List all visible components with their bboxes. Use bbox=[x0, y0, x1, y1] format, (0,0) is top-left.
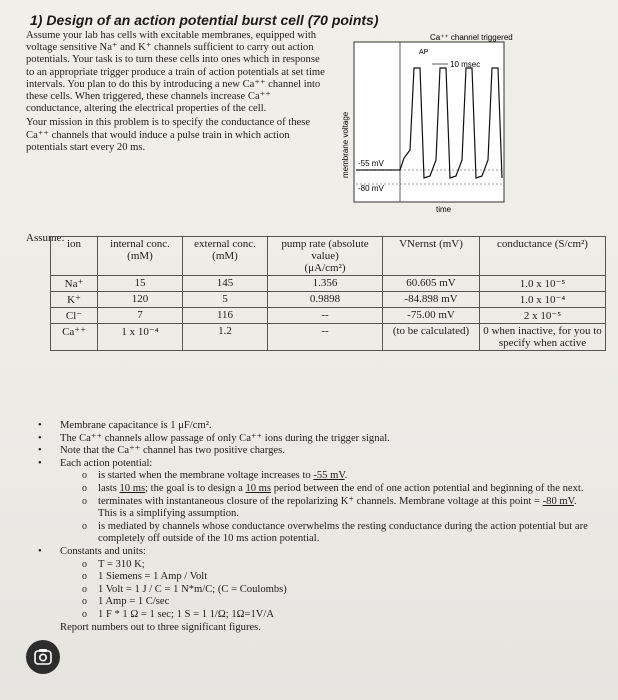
table-row bbox=[51, 308, 606, 324]
lens-button[interactable] bbox=[26, 640, 60, 674]
cell-conductance: 1.0 x 10⁻⁵ bbox=[480, 276, 606, 292]
interval-label: 10 msec bbox=[450, 60, 481, 69]
cell-ion: K⁺ bbox=[51, 292, 98, 308]
cell-nernst: (to be calculated) bbox=[383, 324, 480, 351]
list-item: • The Ca⁺⁺ channels allow passage of only Ca⁺⁺ ions during the trigger signal. bbox=[36, 433, 596, 446]
x-axis-label: time bbox=[436, 205, 452, 214]
cell-external: 116 bbox=[183, 308, 268, 324]
cell-internal: 1 x 10⁻⁴ bbox=[98, 324, 183, 351]
col-external: external conc. (mM) bbox=[183, 237, 268, 276]
threshold-label: -55 mV bbox=[358, 159, 384, 168]
list-item: • Note that the Ca⁺⁺ channel has two positive charges. bbox=[36, 445, 596, 458]
cell-internal: 7 bbox=[98, 308, 183, 324]
y-axis-label: membrane voltage bbox=[341, 111, 350, 178]
action-potential-figure bbox=[318, 28, 518, 218]
lens-icon bbox=[33, 647, 53, 667]
col-internal: internal conc. (mM) bbox=[98, 237, 183, 276]
sub-list-item: o 1 Amp = 1 C/sec bbox=[80, 596, 596, 609]
intro-paragraph-1: Assume your lab has cells with excitable membranes, equipped with voltage sensitive Na⁺ and K⁺ channels sufficient to carry out action potentials. Your task is to turn these cells into ones which in response to an appropriate trigger produce a train of action potentials at set time intervals. You plan to do this by introducing a new Ca⁺⁺ channel into these cells. When triggered, these channels increase Ca⁺⁺ conductance, altering the electrical properties of the cell. bbox=[26, 30, 325, 115]
ion-parameter-table bbox=[50, 236, 606, 351]
cell-nernst: 60.605 mV bbox=[383, 276, 480, 292]
constants-heading: Constants and units: bbox=[60, 545, 146, 557]
table-header-row bbox=[51, 237, 606, 276]
sub-list-item: o is started when the membrane voltage increases to -55 mV. bbox=[80, 470, 596, 483]
sub-list-item: o terminates with instantaneous closure of the repolarizing K⁺ channels. Membrane voltage at this point = -80 mV. This is a simplifying assumption. bbox=[80, 496, 596, 521]
cell-external: 145 bbox=[183, 276, 268, 292]
intro-paragraph-2: Your mission in this problem is to specify the conductance of these Ca⁺⁺ channels that would induce a pulse train in which action potentials start every 20 ms. bbox=[26, 117, 311, 153]
sub-list-item: o is mediated by channels whose conductance overwhelms the resting conductance during the action potential but are completely off outside of the 10 ms action potential. bbox=[80, 521, 596, 546]
list-item bbox=[36, 458, 596, 546]
intro-text bbox=[26, 30, 326, 156]
cell-pump: -- bbox=[268, 308, 383, 324]
cell-nernst: -84.898 mV bbox=[383, 292, 480, 308]
col-pump bbox=[268, 237, 383, 276]
pump-unit: (μA/cm²) bbox=[304, 262, 346, 274]
col-conductance: conductance (S/cm²) bbox=[480, 237, 606, 276]
cell-ion: Ca⁺⁺ bbox=[51, 324, 98, 351]
problem-title: 1) Design of an action potential burst cell (70 points) bbox=[30, 12, 379, 28]
cell-pump: -- bbox=[268, 324, 383, 351]
cell-internal: 120 bbox=[98, 292, 183, 308]
cell-pump: 1.356 bbox=[268, 276, 383, 292]
assume-label: Assume: bbox=[26, 232, 65, 244]
ap-label: AP bbox=[419, 49, 429, 56]
sub-list-item: o lasts 10 ms; the goal is to design a 10 ms period between the end of one action potential and beginning of the next. bbox=[80, 483, 596, 496]
list-item: • Membrane capacitance is 1 μF/cm². bbox=[36, 420, 596, 433]
cell-internal: 15 bbox=[98, 276, 183, 292]
sub-list-item: o 1 Siemens = 1 Amp / Volt bbox=[80, 571, 596, 584]
cell-conductance: 0 when inactive, for you to specify when active bbox=[480, 324, 606, 351]
ap-heading: Each action potential: bbox=[60, 457, 153, 469]
cell-ion: Cl⁻ bbox=[51, 308, 98, 324]
sub-list-item: o 1 F * 1 Ω = 1 sec; 1 S = 1 1/Ω; 1Ω=1V/A bbox=[80, 609, 596, 622]
notes-list bbox=[36, 420, 596, 634]
trigger-label: Ca⁺⁺ channel triggered bbox=[430, 33, 513, 42]
table-row bbox=[51, 292, 606, 308]
rest-label: -80 mV bbox=[358, 184, 384, 193]
cell-pump: 0.9898 bbox=[268, 292, 383, 308]
cell-conductance: 1.0 x 10⁻⁴ bbox=[480, 292, 606, 308]
cell-external: 1.2 bbox=[183, 324, 268, 351]
pump-header: pump rate (absolute value) bbox=[281, 238, 369, 262]
plot-frame bbox=[354, 42, 504, 202]
table-row bbox=[51, 324, 606, 351]
cell-ion: Na⁺ bbox=[51, 276, 98, 292]
cell-nernst: -75.00 mV bbox=[383, 308, 480, 324]
sub-list-item: o 1 Volt = 1 J / C = 1 N*m/C; (C = Coulombs) bbox=[80, 584, 596, 597]
col-ion: ion bbox=[51, 237, 98, 276]
footer-note: Report numbers out to three significant figures. bbox=[60, 621, 261, 633]
cell-external: 5 bbox=[183, 292, 268, 308]
ap-train-diagram bbox=[318, 28, 518, 218]
table-row bbox=[51, 276, 606, 292]
list-item bbox=[36, 546, 596, 622]
col-nernst: VNernst (mV) bbox=[383, 237, 480, 276]
sub-list-item: o T = 310 K; bbox=[80, 559, 596, 572]
cell-conductance: 2 x 10⁻⁵ bbox=[480, 308, 606, 324]
